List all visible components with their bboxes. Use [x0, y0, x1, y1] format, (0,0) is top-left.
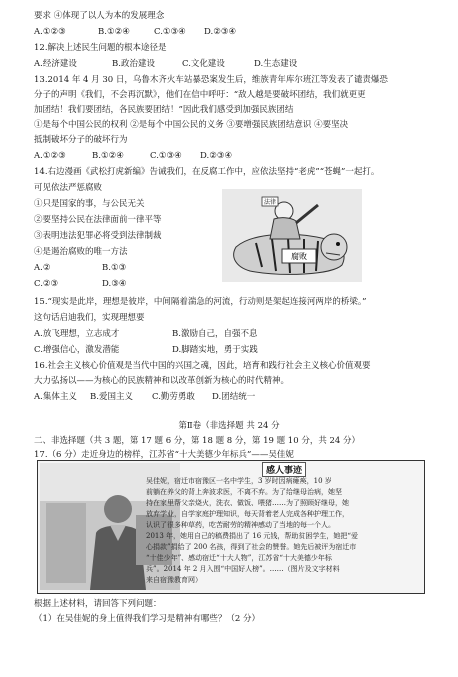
q16-option-a: A.集体主义: [34, 392, 77, 402]
q14-option-b: B.①③: [102, 263, 127, 273]
q12-option-d: D.生态建设: [254, 59, 298, 69]
section-2-header: 第Ⅱ卷（非选择题 共 24 分: [178, 421, 280, 431]
q13-line: 分子的声明《我们，不会再沉默》，他们在信中呼吁：“敌人越是要破坏团结，我们就更更: [34, 90, 366, 100]
q14-line: 可见依法严惩腐败: [34, 183, 103, 193]
q15-line: 这句话启迪我们，实现理想要: [34, 313, 145, 323]
q12-stem: 12.解决上述民生问题的根本途径是: [34, 43, 167, 53]
material-box-title: 感人事迹: [262, 462, 306, 477]
q17-prompt: 根据上述材料，请回答下列问题：: [34, 599, 162, 609]
material-line: 吴佳妮，宿迁市宿豫区一名中学生，3 岁时因病瘫痪，10 岁: [146, 477, 332, 485]
material-line: “十佳少年”、感动宿迁“十大人物”，江苏省“十大美德少年标: [146, 554, 332, 562]
q15-line: 15.“现实是此岸，理想是彼岸，中间隔着湍急的河流，行动则是架起连接河两岸的桥梁。”: [34, 297, 367, 307]
material-line: 前躺在养父的背上奔波求医，不离不弃。为了给继母治病，她坚: [146, 488, 342, 496]
q15-option-b: B.激励自己，自强不息: [172, 329, 258, 339]
cartoon-image: [222, 189, 362, 282]
material-line: 认识了很多种草药，吃苦耐劳的精神感动了当地的每一个人。: [146, 521, 335, 529]
q11-option-d: D.②③④: [204, 27, 237, 37]
q13-line: 加团结！我们要团结，各民族要团结！”因此我们感受到加强民族团结: [34, 105, 294, 115]
q12-option-b: B.政治建设: [112, 59, 155, 69]
material-line: 心捐款”捐给了 200 名孩，得到了社会的赞誉。她先后被评为宿迁市: [146, 543, 357, 551]
section-2-intro: 二、非选择题（共 3 题，第 17 题 6 分，第 18 题 8 分，第 19 题 10 分，共 24 分）: [34, 436, 361, 446]
material-line: 来自宿豫教育网）: [146, 576, 202, 584]
q14-line: ②要坚持公民在法律面前一律平等: [34, 215, 162, 225]
q14-line: ④是遏治腐败的唯一方法: [34, 247, 128, 257]
q15-option-d: D.脚踏实地，勇于实践: [172, 345, 258, 355]
material-line: 兵”。2014 年 2 月入围“中国好人榜”。……（图片及文字材料: [146, 565, 340, 573]
q11-option-b: B.①②④: [98, 27, 130, 37]
q13-option-c: C.①③④: [150, 151, 182, 161]
q14-option-a: A.②: [34, 263, 51, 273]
cartoon-label-corruption: 腐败: [291, 252, 307, 261]
q16-line: 大力弘扬以——为核心的民族精神和以改革创新为核心的时代精神。: [34, 376, 290, 386]
q14-option-d: D.③④: [102, 279, 127, 289]
q14-line: 14.右边漫画《武松打虎新编》告诫我们，在反腐工作中，应依法坚持“老虎”“苍蝇”一起打。: [34, 167, 380, 177]
q17-stem: 17.（6 分）走近身边的榜样，江苏省“十大美德少年标兵”——吴佳妮: [34, 450, 294, 460]
q14-line: ③表明违法犯罪必将受到法律制裁: [34, 231, 162, 241]
q12-option-c: C.文化建设: [182, 59, 225, 69]
q14-line: ①只是国家的事，与公民无关: [34, 199, 145, 209]
q13-line: 抵制破坏分子的破坏行为: [34, 135, 128, 145]
q11-option-a: A.①②③: [34, 27, 66, 37]
q16-line: 16.社会主义核心价值观是当代中国的兴国之魂，因此，培育和践行社会主义核心价值观要: [34, 361, 371, 371]
cartoon-illustration: [222, 189, 362, 282]
q15-option-c: C.增强信心，激发潜能: [34, 345, 120, 355]
q12-option-a: A.经济建设: [34, 59, 77, 69]
q16-option-c: C.勤劳勇敢: [152, 392, 195, 402]
q13-line: 13.2014 年 4 月 30 日，乌鲁木齐火车站暴恐案发生后，维族青年库尔班江等发表了谴责爆恐: [34, 75, 388, 85]
material-line: 放弃学业，自学家庭护理知识，每天背着老人完成各种护理工作，: [146, 510, 349, 518]
q14-option-c: C.②③: [34, 279, 59, 289]
q15-option-a: A.放飞理想，立志成才: [34, 329, 120, 339]
q17-sub-question-1: （1）在吴佳妮的身上值得我们学习是精神有哪些？（2 分）: [34, 614, 261, 624]
cartoon-label-law: 法律: [263, 199, 277, 206]
material-line: 持在家里帮父亲烧火，洗衣、做饭、喂猪……为了照顾好继母，她: [146, 499, 349, 507]
q16-option-d: D.团结统一: [212, 392, 256, 402]
q13-line: ①是每个中国公民的权利 ②是每个中国公民的义务 ③要增强民族团结意识 ④要坚决: [34, 120, 349, 130]
q11-option-c: C.①③④: [154, 27, 186, 37]
q13-option-d: D.②③④: [200, 151, 233, 161]
q13-option-a: A.①②③: [34, 151, 66, 161]
material-line: 2013 年，她用自己的稿费捐出了 16 元钱，帮助贫困学生，她把“爱: [146, 532, 358, 540]
q16-option-b: B.爱国主义: [90, 392, 133, 402]
q13-option-b: B.①②④: [92, 151, 124, 161]
q11-stem-tail: 要求 ④体现了以人为本的发展理念: [34, 11, 165, 21]
